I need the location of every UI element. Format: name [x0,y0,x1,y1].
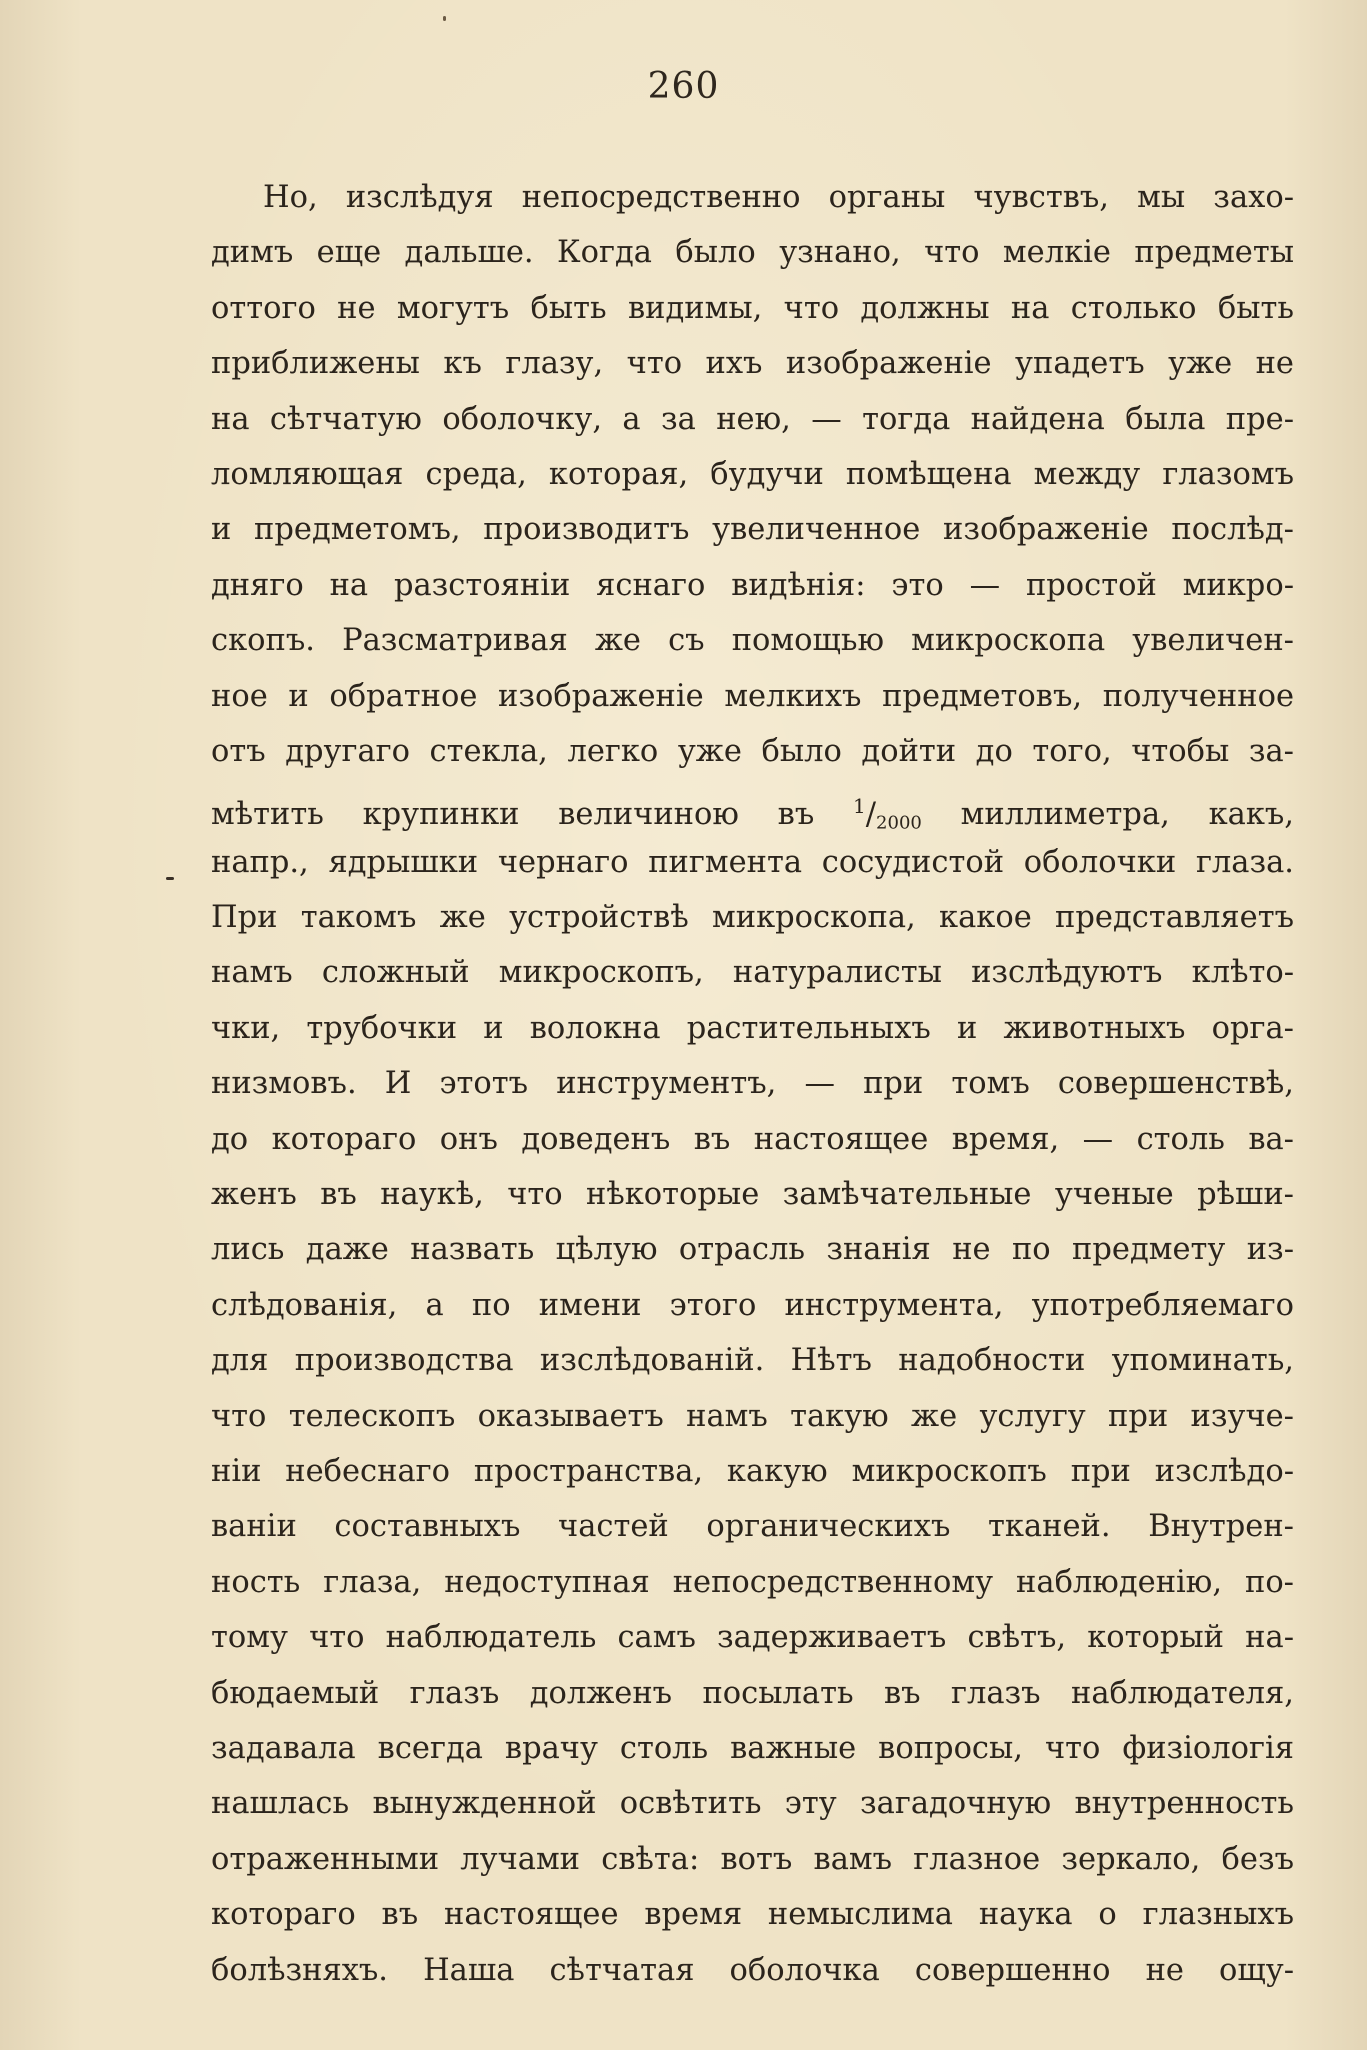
text-line: При такомъ же устройствѣ микроскопа, какое представляетъ [211,900,1294,936]
text-line: оттого не могутъ быть видимы, что должны на столько быть [211,290,1294,326]
text-line: бюдаемый глазъ долженъ посылать въ глазъ наблюдателя, [211,1675,1294,1711]
text-fragment: мѣтить крупинки величиною въ [211,797,815,833]
text-line: слѣдованія, а по имени этого инструмента, употребляемаго [211,1287,1294,1323]
text-line: приближены къ глазу, что ихъ изображеніе упадетъ уже не [211,346,1294,382]
text-line: напр., ядрышки чернаго пигмента сосудистой оболочки глаза. [211,844,1294,880]
text-line: чки, трубочки и волокна растительныхъ и животныхъ орга- [211,1010,1294,1046]
text-line: низмовъ. И этотъ инструментъ, — при томъ совершенствѣ, [211,1066,1294,1102]
margin-mark [166,877,174,880]
text-line: женъ въ наукѣ, что нѣкоторые замѣчательные ученые рѣши- [211,1177,1294,1213]
text-line: ваніи составныхъ частей органическихъ тканей. Внутрен- [211,1509,1294,1545]
text-line-with-fraction [211,779,1294,834]
text-line: ломляющая среда, которая, будучи помѣщена между глазомъ [211,456,1294,492]
fraction: $^1/_{2000}$ [853,794,922,834]
text-line: лись даже назвать цѣлую отрасль знанія не по предмету из- [211,1232,1294,1268]
text-line: ность глаза, недоступная непосредственному наблюденію, по- [211,1564,1294,1600]
page-number: 260 [647,66,720,107]
text-line: дняго на разстояніи яснаго видѣнія: это — простой микро- [211,567,1294,603]
text-line: ніи небеснаго пространства, какую микроскопъ при изслѣдо- [211,1453,1294,1489]
text-fragment: миллиметра, какъ, [960,797,1294,833]
text-line: нашлась вынужденной освѣтить эту загадочную внутренность [211,1786,1294,1822]
text-line: на сѣтчатую оболочку, а за нею, — тогда найдена была пре- [211,401,1294,437]
text-line: котораго въ настоящее время немыслима наука о глазныхъ [211,1897,1294,1933]
text-line: тому что наблюдатель самъ задерживаетъ свѣтъ, который на- [211,1620,1294,1656]
text-line: для производства изслѣдованій. Нѣтъ надобности упоминать, [211,1343,1294,1379]
text-line: скопъ. Разсматривая же съ помощью микроскопа увеличен- [211,623,1294,659]
text-line: ное и обратное изображеніе мелкихъ предметовъ, полученное [211,678,1294,714]
text-line: что телескопъ оказываетъ намъ такую же услугу при изуче- [211,1398,1294,1434]
text-line: задавала всегда врачу столь важные вопросы, что физіологія [211,1730,1294,1766]
text-line: Но, изслѣдуя непосредственно органы чувствъ, мы захо- [263,180,1294,215]
fraction-numerator: 1 [853,794,866,819]
text-line: до котораго онъ доведенъ въ настоящее время, — столь ва- [211,1121,1294,1157]
fraction-denominator: 2000 [876,812,922,834]
text-line: отъ другаго стекла, легко уже было дойти до того, чтобы за- [211,733,1294,769]
ink-speck [443,16,446,21]
text-line: болѣзняхъ. Наша сѣтчатая оболочка совершенно не ощу- [211,1952,1294,1988]
text-line: отраженными лучами свѣта: вотъ вамъ глазное зеркало, безъ [211,1841,1294,1877]
text-line: димъ еще дальше. Когда было узнано, что мелкіе предметы [211,235,1294,271]
text-line: и предметомъ, производитъ увеличенное изображеніе послѣд- [211,512,1294,548]
text-line: намъ сложный микроскопъ, натуралисты изслѣдуютъ клѣто- [211,955,1294,991]
body-text [211,170,1294,1998]
